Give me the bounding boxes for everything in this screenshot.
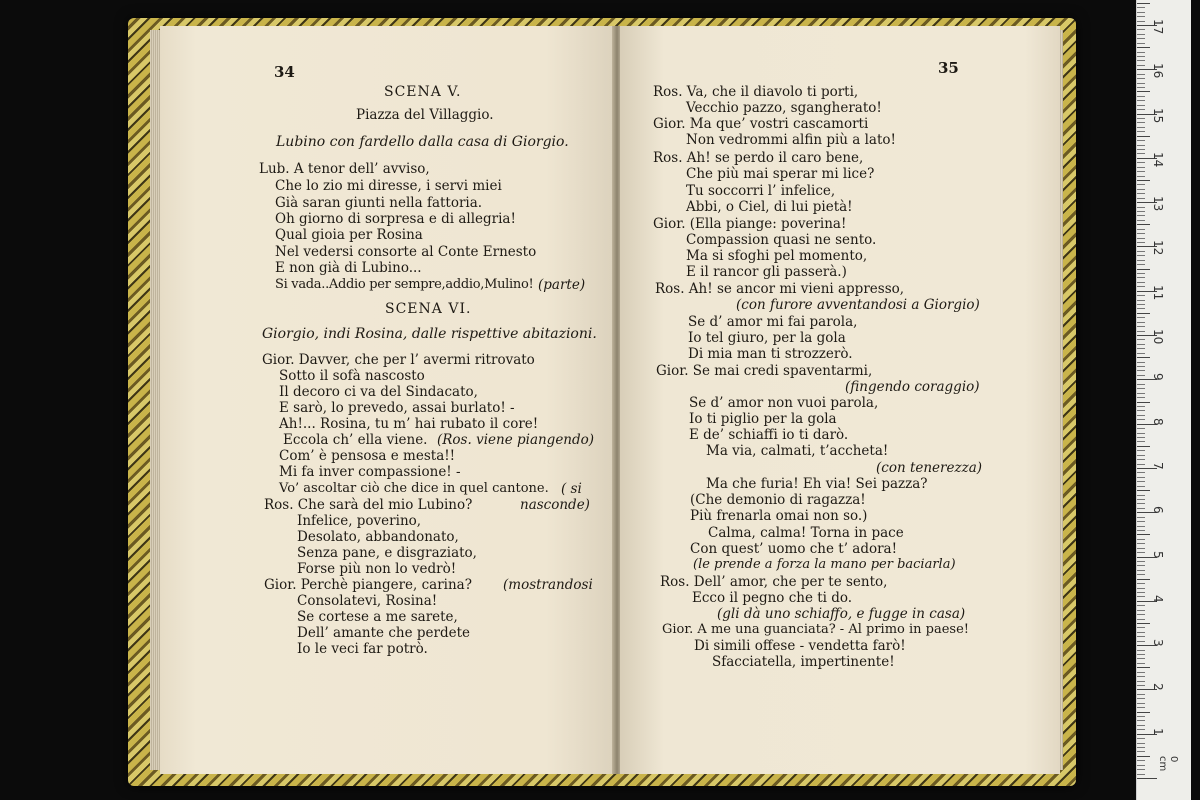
ruler-label: 9 xyxy=(1151,373,1165,381)
ruler-tick xyxy=(1137,313,1150,314)
ruler-tick xyxy=(1137,211,1145,212)
speaker-line: Lub. A tenor dell’ avviso, xyxy=(259,161,430,177)
verse-line: Ecco il pegno che ti do. xyxy=(692,590,853,606)
ruler-tick xyxy=(1137,65,1145,66)
ruler-tick xyxy=(1137,16,1145,17)
verse-line: Vecchio pazzo, sgangherato! xyxy=(686,100,882,116)
ruler-tick xyxy=(1137,100,1145,101)
ruler-tick xyxy=(1137,238,1145,239)
ruler-tick xyxy=(1137,517,1145,518)
verse-line: Nel vedersi consorte al Conte Ernesto xyxy=(275,244,537,260)
ruler-tick xyxy=(1137,455,1145,456)
speaker-line: Gior. (Ella piange: poverina! xyxy=(653,216,847,232)
ruler-tick xyxy=(1137,357,1150,358)
ruler-tick xyxy=(1137,29,1145,30)
ruler-tick xyxy=(1137,96,1145,97)
ruler-tick xyxy=(1137,171,1145,172)
ruler-tick xyxy=(1137,295,1145,296)
ruler-tick xyxy=(1137,565,1145,566)
stage-direction: nasconde) xyxy=(520,497,590,513)
scene-heading: SCENA VI. xyxy=(385,301,472,317)
ruler-label: 7 xyxy=(1151,461,1165,470)
ruler-label: 4 xyxy=(1151,594,1165,603)
stage-direction: (mostrandosi xyxy=(503,577,593,593)
ruler-label: 11 xyxy=(1151,284,1165,300)
ruler-tick xyxy=(1137,441,1145,442)
ruler-tick xyxy=(1137,534,1150,535)
verse-line: Calma, calma! Torna in pace xyxy=(708,525,904,541)
verse-line: Non vedrommi alfin più a lato! xyxy=(686,132,896,148)
verse-line: Il decoro ci va del Sindacato, xyxy=(279,384,478,400)
ruler-tick xyxy=(1137,38,1145,39)
ruler-tick xyxy=(1137,636,1145,637)
ruler-tick xyxy=(1137,47,1150,48)
ruler-tick xyxy=(1137,233,1145,234)
ruler-tick xyxy=(1137,459,1145,460)
ruler-tick xyxy=(1137,769,1145,770)
ruler-tick xyxy=(1137,681,1145,682)
ruler-unit-label: 0 cm xyxy=(1157,756,1179,772)
ruler-tick xyxy=(1137,402,1150,403)
ruler-tick xyxy=(1137,490,1150,491)
ruler-tick xyxy=(1137,193,1145,194)
ruler-tick xyxy=(1137,122,1145,123)
ruler-tick xyxy=(1137,184,1145,185)
verse-line: Ah!... Rosina, tu m’ hai rubato il core! xyxy=(279,416,539,432)
ruler-tick xyxy=(1137,428,1145,429)
ruler-tick xyxy=(1137,118,1145,119)
ruler-tick xyxy=(1137,481,1145,482)
ruler-tick xyxy=(1137,339,1145,340)
ruler-tick xyxy=(1137,685,1145,686)
ruler-tick xyxy=(1137,725,1145,726)
verse-line: Con quest’ uomo che t’ adora! xyxy=(690,541,898,557)
ruler-tick xyxy=(1137,384,1145,385)
ruler-tick xyxy=(1137,743,1145,744)
ruler-tick xyxy=(1137,650,1145,651)
ruler-tick xyxy=(1137,189,1145,190)
verse-line: Senza pane, e disgraziato, xyxy=(297,545,477,561)
ruler-tick xyxy=(1137,229,1145,230)
ruler-tick xyxy=(1137,331,1145,332)
ruler-tick xyxy=(1137,317,1145,318)
ruler-tick xyxy=(1137,388,1145,389)
ruler-tick xyxy=(1137,269,1150,270)
ruler-tick xyxy=(1137,508,1145,509)
ruler-label: 3 xyxy=(1151,639,1165,647)
ruler-tick xyxy=(1137,60,1145,61)
ruler-tick xyxy=(1137,579,1150,580)
ruler-tick xyxy=(1137,698,1145,699)
ruler-tick xyxy=(1137,264,1145,265)
ruler-tick xyxy=(1137,300,1145,301)
speaker-line: Ros. Va, che il diavolo ti porti, xyxy=(653,84,859,100)
ruler-tick xyxy=(1137,277,1145,278)
speaker-line: Gior. A me una guanciata? - Al primo in paese! xyxy=(662,622,970,637)
ruler-tick xyxy=(1137,756,1150,757)
ruler-tick xyxy=(1137,667,1150,668)
ruler-tick xyxy=(1137,712,1150,713)
stage-direction: (con furore avventandosi a Giorgio) xyxy=(736,297,980,313)
ruler-tick xyxy=(1137,716,1145,717)
stage-direction: ( si xyxy=(561,481,582,497)
ruler-tick xyxy=(1137,703,1145,704)
stage-direction: (Ros. viene piangendo) xyxy=(437,432,595,448)
ruler-tick xyxy=(1137,370,1145,371)
ruler-tick xyxy=(1137,437,1145,438)
ruler-tick xyxy=(1137,348,1145,349)
stage-direction: Giorgio, indi Rosina, dalle rispettive abitazioni. xyxy=(262,326,597,342)
ruler-tick xyxy=(1137,751,1145,752)
ruler-tick xyxy=(1137,610,1145,611)
ruler-tick xyxy=(1137,282,1145,283)
ruler-tick xyxy=(1137,167,1145,168)
verse-line: Che lo zio mi diresse, i servi miei xyxy=(275,178,502,194)
ruler-tick xyxy=(1137,43,1145,44)
ruler-tick xyxy=(1137,415,1145,416)
ruler-tick xyxy=(1137,623,1150,624)
verse-line: Oh giorno di sorpresa e di allegria! xyxy=(275,211,516,227)
scene-setting: Piazza del Villaggio. xyxy=(356,107,494,123)
ruler-tick xyxy=(1137,588,1145,589)
stage-direction: (fingendo coraggio) xyxy=(845,379,980,395)
right-page-number: 35 xyxy=(938,59,959,77)
ruler-tick xyxy=(1137,548,1145,549)
verse-line: Di mia man ti strozzerò. xyxy=(688,346,853,362)
verse-line: Ma che furia! Eh via! Sei pazza? xyxy=(706,476,928,492)
verse-line: Più frenarla omai non so.) xyxy=(690,508,868,524)
verse-line: Qual gioia per Rosina xyxy=(275,227,423,243)
ruler-tick xyxy=(1137,198,1145,199)
ruler-label: 10 xyxy=(1151,329,1165,345)
ruler-tick xyxy=(1137,145,1145,146)
ruler-tick xyxy=(1137,180,1150,181)
ruler-tick xyxy=(1137,87,1145,88)
ruler-tick xyxy=(1137,215,1145,216)
ruler-tick xyxy=(1137,694,1145,695)
ruler-tick xyxy=(1137,56,1145,57)
ruler-tick xyxy=(1137,242,1145,243)
ruler-tick xyxy=(1137,720,1145,721)
ruler-tick xyxy=(1137,760,1145,761)
ruler-tick xyxy=(1137,83,1145,84)
ruler-tick xyxy=(1137,632,1145,633)
ruler-tick xyxy=(1137,140,1145,141)
ruler-tick xyxy=(1137,286,1145,287)
ruler-tick xyxy=(1137,127,1145,128)
verse-line: Io ti piglio per la gola xyxy=(689,411,837,427)
ruler-tick xyxy=(1137,308,1145,309)
ruler-label: 1 xyxy=(1151,727,1165,736)
ruler-tick xyxy=(1137,136,1150,137)
ruler-tick xyxy=(1137,774,1145,775)
ruler-tick xyxy=(1137,273,1145,274)
ruler-tick xyxy=(1137,570,1145,571)
speaker-line: Gior. Ma que’ vostri cascamorti xyxy=(653,116,869,132)
ruler-label: 16 xyxy=(1151,63,1165,79)
ruler-tick xyxy=(1137,450,1145,451)
ruler-tick xyxy=(1137,397,1145,398)
ruler-tick xyxy=(1137,34,1145,35)
ruler-tick xyxy=(1137,220,1145,221)
ruler-tick xyxy=(1137,641,1145,642)
ruler-tick xyxy=(1137,503,1145,504)
verse-line: Eccola ch’ ella viene. xyxy=(283,432,428,448)
speaker-line: Gior. Perchè piangere, carina? xyxy=(264,577,472,593)
stage-direction: (parte) xyxy=(538,277,586,293)
ruler-tick xyxy=(1137,375,1145,376)
stage-direction: Lubino con fardello dalla casa di Giorgio. xyxy=(276,134,569,150)
left-page-number: 34 xyxy=(274,63,295,81)
verse-line: E non già di Lubino... xyxy=(275,260,422,276)
stage-direction: (gli dà uno schiaffo, e fugge in casa) xyxy=(717,606,966,622)
verse-line: (Che demonio di ragazza! xyxy=(690,492,866,508)
ruler-tick xyxy=(1137,91,1150,92)
speaker-line: Gior. Davver, che per l’ avermi ritrovato xyxy=(262,352,535,368)
ruler-tick xyxy=(1137,7,1145,8)
verse-line: Tu soccorri l’ infelice, xyxy=(686,183,836,199)
ruler-tick xyxy=(1137,472,1145,473)
ruler-tick xyxy=(1137,344,1145,345)
ruler-tick xyxy=(1137,530,1145,531)
ruler-tick xyxy=(1137,207,1145,208)
verse-line: Infelice, poverino, xyxy=(297,513,422,529)
verse-line: Sotto il sofà nascosto xyxy=(279,368,425,384)
verse-line: Ma si sfoghi pel momento, xyxy=(686,248,868,264)
verse-line: Io tel giuro, per la gola xyxy=(688,330,846,346)
ruler-tick xyxy=(1137,251,1145,252)
verse-line: Forse più non lo vedrò! xyxy=(297,561,457,577)
speaker-line: Ros. Ah! se ancor mi vieni appresso, xyxy=(655,281,905,297)
ruler-label: 13 xyxy=(1151,196,1165,212)
ruler-tick xyxy=(1137,486,1145,487)
ruler-tick xyxy=(1137,627,1145,628)
ruler-tick xyxy=(1137,105,1145,106)
ruler-label: 17 xyxy=(1151,18,1165,35)
speaker-line: Ros. Ah! se perdo il caro bene, xyxy=(653,150,864,166)
verse-line: Vo’ ascoltar ciò che dice in quel cantone. xyxy=(279,481,549,496)
verse-line: Se d’ amor non vuoi parola, xyxy=(689,395,879,411)
ruler-tick xyxy=(1137,552,1145,553)
ruler-tick xyxy=(1137,521,1145,522)
ruler-tick xyxy=(1137,446,1150,447)
ruler-tick xyxy=(1137,676,1145,677)
speaker-line: Ros. Dell’ amor, che per te sento, xyxy=(660,574,888,590)
ruler-label: 8 xyxy=(1151,417,1165,426)
ruler-tick xyxy=(1137,362,1145,363)
ruler-tick xyxy=(1137,149,1145,150)
speaker-line: Gior. Se mai credi spaventarmi, xyxy=(656,363,873,379)
ruler-tick xyxy=(1137,326,1145,327)
verse-line: E de’ schiaffi io ti darò. xyxy=(689,427,849,443)
verse-line: Che più mai sperar mi lice? xyxy=(686,166,875,182)
ruler-tick xyxy=(1137,52,1145,53)
ruler-tick xyxy=(1137,393,1145,394)
ruler-tick xyxy=(1137,672,1145,673)
ruler-tick xyxy=(1137,583,1145,584)
ruler-tick xyxy=(1137,596,1145,597)
verse-line: Abbi, o Ciel, di lui pietà! xyxy=(686,199,853,215)
ruler-tick xyxy=(1137,322,1145,323)
ruler-tick xyxy=(1137,605,1145,606)
ruler-tick xyxy=(1137,176,1145,177)
verse-line: Com’ è pensosa e mesta!! xyxy=(279,448,456,464)
ruler-label: 15 xyxy=(1151,107,1165,123)
ruler-tick xyxy=(1137,3,1150,4)
ruler-tick xyxy=(1137,477,1145,478)
ruler-tick xyxy=(1137,574,1145,575)
stage-direction: (con tenerezza) xyxy=(876,460,983,476)
verse-line: E il rancor gli passerà.) xyxy=(686,264,847,280)
ruler-tick xyxy=(1137,707,1145,708)
ruler-tick xyxy=(1137,12,1145,13)
verse-line: Mi fa inver compassione! - xyxy=(279,464,461,480)
ruler-tick xyxy=(1137,499,1145,500)
ruler-tick xyxy=(1137,406,1145,407)
ruler-tick xyxy=(1137,663,1145,664)
ruler-tick xyxy=(1137,729,1145,730)
verse-line: Io le veci far potrò. xyxy=(297,641,428,657)
ruler-tick xyxy=(1137,747,1145,748)
verse-line: Sfacciatella, impertinente! xyxy=(712,654,895,670)
ruler-tick xyxy=(1137,738,1145,739)
verse-line: Compassion quasi ne sento. xyxy=(686,232,877,248)
ruler-tick xyxy=(1137,366,1145,367)
ruler-tick xyxy=(1137,78,1145,79)
ruler-tick xyxy=(1137,255,1145,256)
ruler-tick xyxy=(1137,260,1145,261)
ruler-tick xyxy=(1137,74,1145,75)
verse-line: Consolatevi, Rosina! xyxy=(297,593,438,609)
verse-line: Già saran giunti nella fattoria. xyxy=(275,195,483,211)
verse-line: Di simili offese - vendetta farò! xyxy=(694,638,906,654)
ruler-tick xyxy=(1137,153,1145,154)
ruler-label: 2 xyxy=(1151,683,1165,692)
ruler-tick xyxy=(1137,162,1145,163)
ruler-label: 5 xyxy=(1151,550,1165,559)
ruler-tick xyxy=(1137,619,1145,620)
ruler-tick xyxy=(1137,353,1145,354)
ruler-tick xyxy=(1137,526,1145,527)
ruler-tick xyxy=(1137,419,1145,420)
ruler-tick xyxy=(1137,765,1145,766)
ruler-tick xyxy=(1137,109,1145,110)
verse-line: E sarò, lo prevedo, assai burlato! - xyxy=(279,400,515,416)
ruler-tick xyxy=(1137,410,1145,411)
ruler-label: 12 xyxy=(1151,240,1165,256)
measuring-ruler xyxy=(1136,0,1191,800)
verse-line: Se cortese a me sarete, xyxy=(297,609,458,625)
ruler-tick xyxy=(1137,464,1145,465)
ruler-tick xyxy=(1137,614,1145,615)
ruler-tick xyxy=(1137,543,1145,544)
ruler-tick xyxy=(1137,433,1145,434)
ruler-tick xyxy=(1137,592,1145,593)
verse-line: Se d’ amor mi fai parola, xyxy=(688,314,858,330)
ruler-tick xyxy=(1137,561,1145,562)
ruler-tick xyxy=(1137,224,1150,225)
ruler-tick xyxy=(1137,21,1145,22)
ruler-tick xyxy=(1137,539,1145,540)
ruler-label: 14 xyxy=(1151,151,1165,168)
verse-line: Desolato, abbandonato, xyxy=(297,529,459,545)
verse-line: Si vada..Addio per sempre,addio,Mulino! xyxy=(275,277,534,292)
speaker-line: Ros. Che sarà del mio Lubino? xyxy=(264,497,473,513)
verse-line: Dell’ amante che perdete xyxy=(297,625,470,641)
ruler-tick xyxy=(1137,778,1157,779)
ruler-tick xyxy=(1137,304,1145,305)
ruler-tick xyxy=(1137,658,1145,659)
verse-line: Ma via, calmati, t’accheta! xyxy=(706,443,889,459)
ruler-tick xyxy=(1137,495,1145,496)
ruler-tick xyxy=(1137,131,1145,132)
scene-heading: SCENA V. xyxy=(384,84,462,100)
ruler-label: 6 xyxy=(1151,506,1165,514)
stage-direction: (le prende a forza la mano per baciarla) xyxy=(693,557,956,572)
ruler-tick xyxy=(1137,654,1145,655)
